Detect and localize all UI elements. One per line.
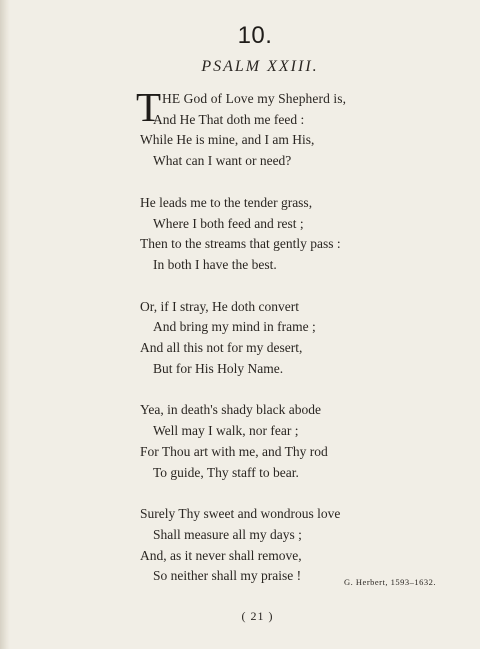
poem-line: For Thou art with me, and Thy rod xyxy=(140,443,328,459)
author-attribution: G. Herbert, 1593–1632. xyxy=(344,577,436,587)
poem-line: And He That doth me feed : xyxy=(153,111,305,127)
stanza-3 xyxy=(140,297,460,380)
poem-line: Shall measure all my days ; xyxy=(153,526,302,542)
poem-line: While He is mine, and I am His, xyxy=(140,132,315,148)
poem-body xyxy=(136,84,460,608)
drop-capital: T xyxy=(136,84,162,130)
stanza-5 xyxy=(140,504,460,587)
poem-line: And, as it never shall remove, xyxy=(140,547,302,563)
poem-line: So neither shall my praise ! xyxy=(153,568,302,584)
poem-number: 10. xyxy=(237,22,273,49)
stanza-2 xyxy=(140,193,460,276)
poem-line: Where I both feed and rest ; xyxy=(153,215,304,231)
poem-line: And all this not for my desert, xyxy=(140,340,303,356)
poem-line: In both I have the best. xyxy=(153,256,277,272)
poem-line: Or, if I stray, He doth convert xyxy=(140,298,300,314)
poem-line: Yea, in death's shady black abode xyxy=(140,402,322,418)
poem-line: Then to the streams that gently pass : xyxy=(140,236,341,252)
poem-line: Surely Thy sweet and wondrous love xyxy=(140,506,341,522)
poem-line: But for His Holy Name. xyxy=(153,360,284,376)
page-folio: ( 21 ) xyxy=(241,609,274,623)
poem-line: And bring my mind in frame ; xyxy=(153,319,316,335)
page-spine-shadow xyxy=(0,0,10,649)
poem-title: PSALM XXIII. xyxy=(201,58,319,75)
poem-line: He leads me to the tender grass, xyxy=(140,194,313,210)
poem-line: What can I want or need? xyxy=(153,153,292,169)
first-line-text: HE God of Love my Shepherd is, xyxy=(162,91,347,106)
poem-line: Well may I walk, nor fear ; xyxy=(153,423,299,439)
poem-line: To guide, Thy staff to bear. xyxy=(153,464,299,480)
stanza-4 xyxy=(140,400,460,483)
stanza-1 xyxy=(136,84,460,172)
